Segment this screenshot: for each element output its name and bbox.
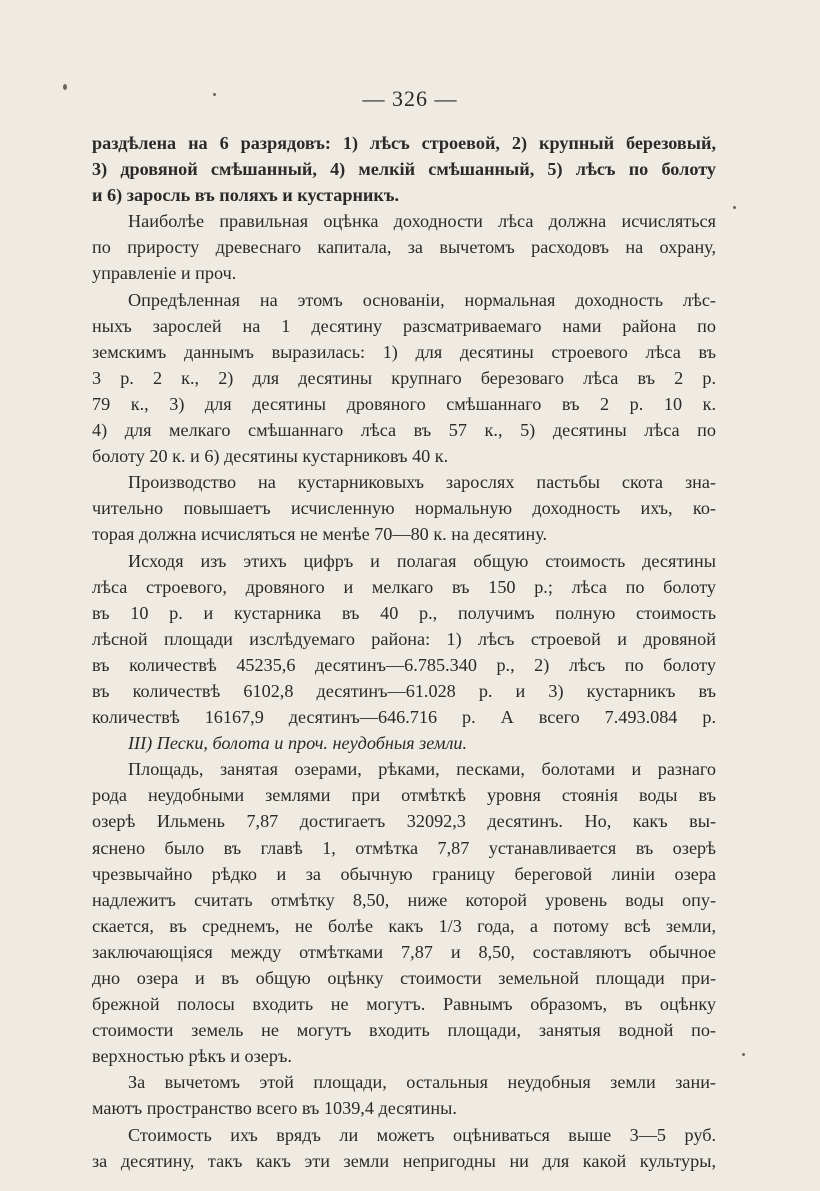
print-speck [63, 84, 67, 90]
text-line: въ количествѣ 45235,6 десятинъ—6.785.340 р., 2) лѣсъ по болоту [92, 654, 716, 675]
text-line: управленіе и проч. [92, 263, 237, 284]
text-line: Опредѣленная на этомъ основаніи, нормальная доходность лѣс- [128, 289, 716, 310]
text-line: лѣса строевого, дровяного и мелкаго въ 150 р.; лѣса по болоту [92, 576, 716, 597]
text-line: Наиболѣе правильная оцѣнка доходности лѣса должна исчисляться [128, 211, 716, 232]
text-line: 3) дровяной смѣшанный, 4) мелкій смѣшанный, 5) лѣсъ по болоту [92, 159, 716, 180]
text-line: За вычетомъ этой площади, остальныя неудобныя земли зани- [128, 1072, 716, 1093]
body-text [92, 130, 716, 1174]
text-line: по приросту древеснаго капитала, за вычетомъ расходовъ на охрану, [92, 237, 716, 258]
print-speck [733, 206, 736, 209]
text-line: ныхъ зарослей на 1 десятину разсматриваемаго нами района по [92, 315, 716, 336]
text-line: 4) для мелкаго смѣшаннаго лѣса въ 57 к., 5) десятины лѣса по [92, 420, 716, 441]
text-line: раздѣлена на 6 разрядовъ: 1) лѣсъ строевой, 2) крупный березовый, [92, 133, 716, 153]
text-line: Исходя изъ этихъ цифръ и полагая общую стоимость десятины [128, 550, 716, 571]
text-line: дно озера и въ общую оцѣнку стоимости земельной площади при- [92, 968, 716, 988]
text-line: и 6) заросль въ поляхъ и кустарникъ. [92, 185, 400, 206]
print-speck [742, 1053, 745, 1056]
text-line: надлежитъ считать отмѣтку 8,50, ниже которой уровень воды опу- [92, 889, 716, 910]
text-line: Производство на кустарниковыхъ зарослях пастьбы скота зна- [128, 472, 716, 493]
page-number: — 326 — [362, 86, 458, 111]
text-line: въ количествѣ 6102,8 десятинъ—61.028 р. и 3) кустарникъ въ [92, 680, 716, 701]
text-line: озерѣ Ильмень 7,87 достигаетъ 32092,3 десятинъ. Но, какъ вы- [92, 811, 716, 832]
text-line: болоту 20 к. и 6) десятины кустарниковъ 40 к. [92, 446, 449, 467]
text-line: заключающіяся между отмѣтками 7,87 и 8,50, составляютъ обычное [92, 941, 716, 962]
print-speck [213, 93, 216, 96]
text-line: торая должна исчисляться не менѣе 70—80 к. на десятину. [92, 524, 548, 545]
text-line: въ 10 р. и кустарника въ 40 р., получимъ полную стоимость [92, 602, 716, 623]
text-line: верхностью рѣкъ и озеръ. [92, 1046, 292, 1067]
text-line: земскимъ даннымъ выразилась: 1) для десятины строевого лѣса въ [92, 341, 716, 362]
text-line: Стоимость ихъ врядъ ли можетъ оцѣниваться выше 3—5 руб. [128, 1124, 716, 1145]
text-line: рода неудобными землями при отмѣткѣ уровня стоянія воды въ [92, 785, 716, 806]
text-line: Площадь, занятая озерами, рѣками, песками, болотами и разнаго [128, 759, 716, 780]
text-line: брежной полосы входить не могутъ. Равнымъ образомъ, въ оцѣнку [92, 994, 716, 1015]
section-heading: III) Пески, болота и проч. неудобныя земли. [128, 733, 468, 754]
text-line: лѣсной площади изслѣдуемаго района: 1) лѣсъ строевой и дровяной [92, 628, 716, 649]
text-line: количествѣ 16167,9 десятинъ—646.716 р. А всего 7.493.084 р. [92, 707, 716, 728]
text-line: стоимости земель не могутъ входить площади, занятыя водной по- [92, 1020, 716, 1041]
text-line: чительно повышаетъ исчисленную нормальную доходность ихъ, ко- [92, 498, 716, 519]
text-line: яснено было въ главѣ 1, отмѣтка 7,87 устанавливается въ озерѣ [92, 837, 716, 858]
text-line: за десятину, такъ какъ эти земли непригодны ни для какой культуры, [92, 1150, 716, 1171]
text-line: скается, въ среднемъ, не болѣе какъ 1/3 года, а потому всѣ земли, [92, 915, 716, 936]
text-line: 3 р. 2 к., 2) для десятины крупнаго березоваго лѣса въ 2 р. [92, 367, 716, 388]
text-line: маютъ пространство всего въ 1039,4 десятины. [92, 1098, 457, 1119]
text-line: чрезвычайно рѣдко и за обычную границу береговой линіи озера [92, 863, 716, 884]
text-line: 79 к., 3) для десятины дровяного смѣшаннаго въ 2 р. 10 к. [92, 393, 716, 414]
